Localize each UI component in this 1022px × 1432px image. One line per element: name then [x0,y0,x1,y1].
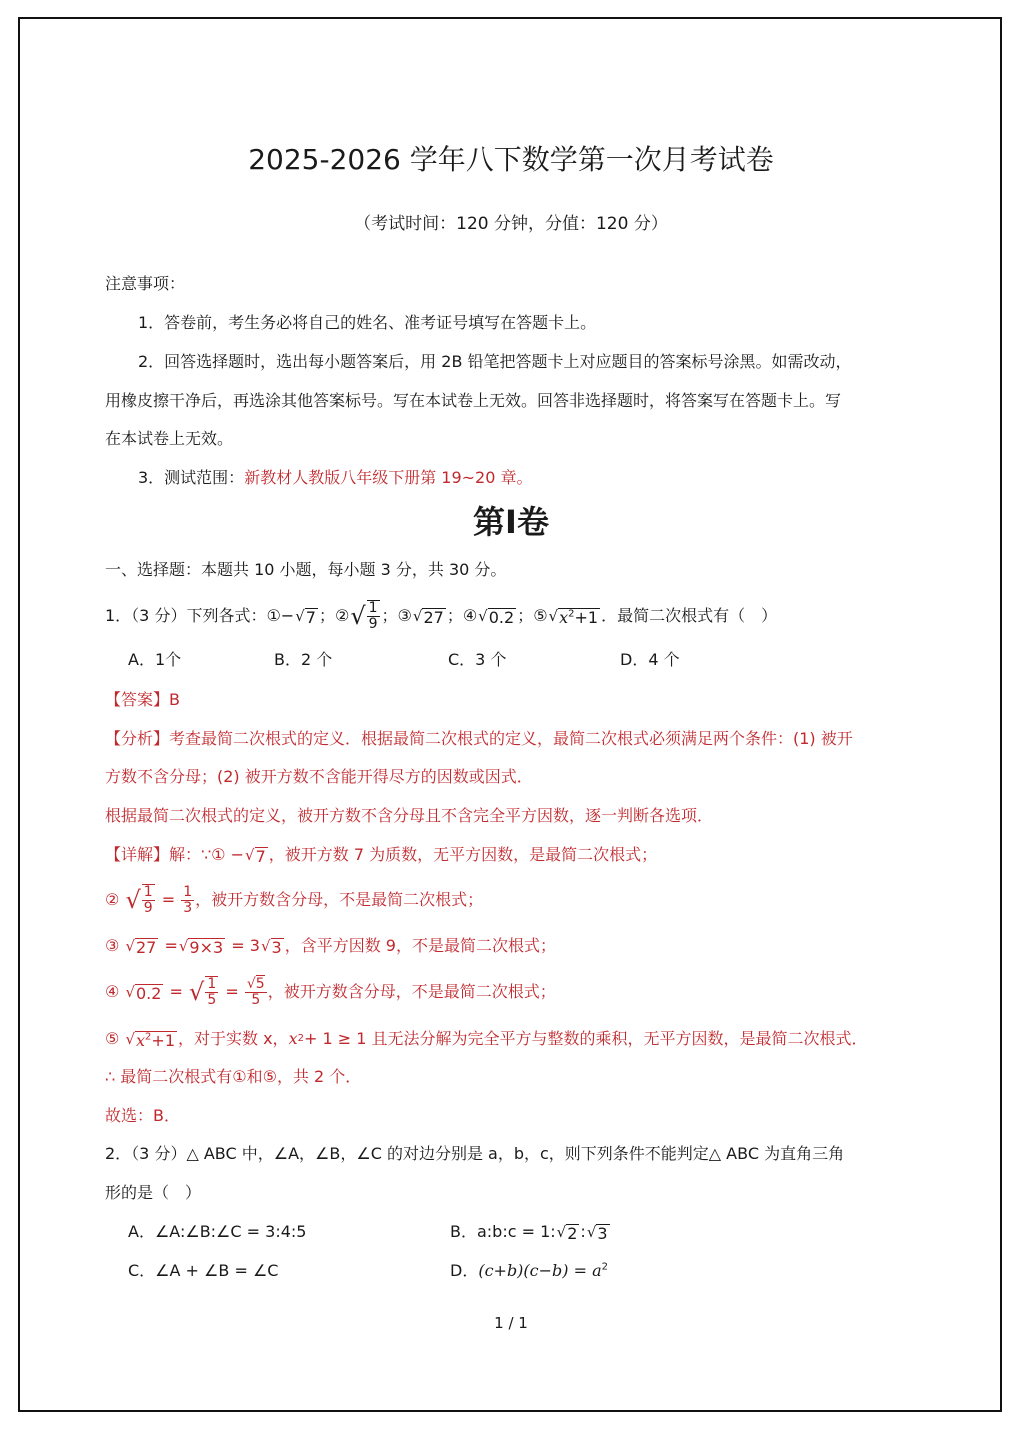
q1-analysis-line-2: 方数不含分母；(2) 被开方数不含能开得尽方的因数或因式． [105,767,533,786]
detail-1-prefix: 【详解】解：∵① − [105,845,245,864]
sqrt-9x3: √ 9×3 [178,937,224,957]
q1-detail-2 [105,880,483,920]
detail-4-equals: = [169,982,183,1001]
q1-sep-2: ；② [318,606,350,625]
detail-3-equals: = [164,936,178,955]
q1-analysis-line-1: 【分析】考查最简二次根式的定义．根据最简二次根式的定义，最简二次根式必须满足两个条件：(1) 被开 [105,729,853,748]
sqrt-3: √ 3 [260,937,282,957]
detail-5-x: x [288,1029,298,1048]
detail-3-mark: ③ [105,936,120,955]
fraction-sqrt5-over-5: $\frac{√5}{5}$ [246,975,265,1008]
q1-stem [105,601,777,631]
sqrt-3-option: √ 3 [586,1223,608,1243]
sqrt-one-ninth: √ $\frac{1}{9}$ [350,600,378,632]
q1-analysis-line-3: 根据最简二次根式的定义，被开方数不含分母且不含完全平方因数，逐一判断各选项． [105,806,714,825]
notice-item-2-line-3: 在本试卷上无效。 [105,429,234,448]
q2-option-c[interactable]: C．∠A + ∠B = ∠C [128,1261,279,1280]
sqrt-0-2: √ 0.2 [478,607,515,627]
q1-choice: 故选：B． [105,1106,180,1125]
plus-one: +1 [574,607,599,627]
detail-5-mark: ⑤ [105,1029,120,1048]
fraction-denominator: 9 [368,616,378,632]
detail-2-suffix: ，被开方数含分母，不是最简二次根式； [195,890,484,909]
exam-subtitle: （考试时间：120 分钟，分值：120 分） [354,214,668,234]
detail-1-suffix: ，被开方数 7 为质数，无平方因数，是最简二次根式； [268,845,658,864]
q1-answer: 【答案】B [105,690,180,709]
part1-heading: 一、选择题：本题共 10 小题，每小题 3 分，共 30 分。 [105,560,507,579]
sqrt-one-fifth: √ $\frac{1}{5}$ [189,976,217,1008]
q2-stem-line-2: 形的是（ ） [105,1183,202,1202]
sqrt-2: √ 2 [556,1223,578,1243]
q2-option-d[interactable]: D．$(c+b)(c-b) = a^2$ [450,1261,609,1280]
q2-options-row-1 [128,1221,611,1243]
section-title: 第Ⅰ卷 [473,503,549,541]
detail-5-mid: ，对于实数 x， [178,1029,289,1048]
detail-4-mark: ④ [105,982,120,1001]
q1-conclusion: ∴ 最简二次根式有①和⑤，共 2 个． [105,1067,362,1086]
notice-heading: 注意事项： [105,274,186,293]
page-number: 1 / 1 [494,1314,528,1332]
fraction-one-third: $\frac{1}{3}$ [183,883,193,916]
notice-item-3 [138,467,533,489]
sqrt-27-detail: √ 27 [125,937,157,957]
q1-detail-4 [105,972,556,1012]
notice-item-1: 1．答卷前，考生务必将自己的姓名、准考证号填写在答题卡上。 [138,313,597,332]
radicand-27: 27 [423,607,444,627]
q2-option-a[interactable]: A．∠A:∠B:∠C = 3:4:5 [128,1222,307,1241]
q1-minus: − [280,606,295,625]
sqrt-0-2-detail: √ 0.2 [125,983,162,1003]
q2-option-b[interactable]: B．a:b:c = 1: √ 2 : √ 3 [450,1222,608,1243]
q1-option-c[interactable]: C．3 个 [448,650,507,669]
sqrt-one-ninth-detail: √ $\frac{1}{9}$ [125,884,153,916]
q1-option-d[interactable]: D．4 个 [620,650,680,669]
q1-option-a[interactable]: A．1个 [128,650,182,669]
sqrt-x2-plus-1: √ $x^2+1$ [548,607,599,627]
q1-detail-5: ⑤ √ $x^2+1$ ，对于实数 x， x 2 + 1 ≥ 1 且无法分解为完全平方与整数的乘积，无平方因数，是最简二次根式． [105,1029,868,1050]
q2-options-row-2 [128,1260,608,1282]
sqrt-7: √ 7 [295,607,316,627]
exponent-2: 2 [568,608,575,620]
test-scope: 新教材人教版八年级下册第 19~20 章。 [244,468,533,487]
detail-4-suffix: ，被开方数含分母，不是最简二次根式； [267,982,556,1001]
q1-detail-3 [105,935,556,957]
var-x: x [559,607,569,627]
q1-sep-3: ；③ [381,606,412,625]
fraction-numerator: 1 [368,600,378,616]
detail-5-rest: + 1 ≥ 1 且无法分解为完全平方与整数的乘积，无平方因数，是最简二次根式． [303,1029,868,1048]
notice-item-2-line-2: 用橡皮擦干净后，再选涂其他答案标号。写在本试卷上无效。回答非选择题时，将答案写在答题卡上。写 [105,391,842,410]
detail-2-equals: = [161,890,176,909]
radicand-7: 7 [305,607,316,627]
radicand-0-2: 0.2 [488,607,515,627]
notice-item-3-prefix: 3．测试范围： [138,468,245,487]
detail-3-suffix: ，含平方因数 9，不是最简二次根式； [284,936,556,955]
q1-options [128,649,680,671]
notice-item-2-line-1: 2．回答选择题时，选出每小题答案后，用 2B 铅笔把答题卡上对应题目的答案标号涂黑。如需改动， [138,352,852,371]
q1-stem-suffix: ．最简二次根式有（ ） [601,606,778,625]
q2-stem-line-1: 2．（3 分）△ ABC 中，∠A，∠B，∠C 的对边分别是 a，b，c，则下列条件不能判定△ ABC 为直角三角 [105,1144,845,1163]
detail-3-three: = 3 [231,936,260,955]
exam-title: 2025-2026 学年八下数学第一次月考试卷 [248,143,774,176]
detail-4-equals-2: = [225,982,239,1001]
q1-option-b[interactable]: B．2 个 [274,650,333,669]
detail-2-mark: ② [105,890,120,909]
q1-sep-4: ；④ [446,606,478,625]
sqrt-27: √ 27 [412,607,444,627]
q1-sep-5: ；⑤ [517,606,548,625]
q1-stem-prefix: 1．（3 分）下列各式：① [105,606,281,625]
sqrt-x2-plus-1-detail: √ $x^2+1$ [125,1030,175,1050]
sqrt-7-detail: √ 7 [245,846,266,866]
q1-detail-1 [105,844,657,866]
